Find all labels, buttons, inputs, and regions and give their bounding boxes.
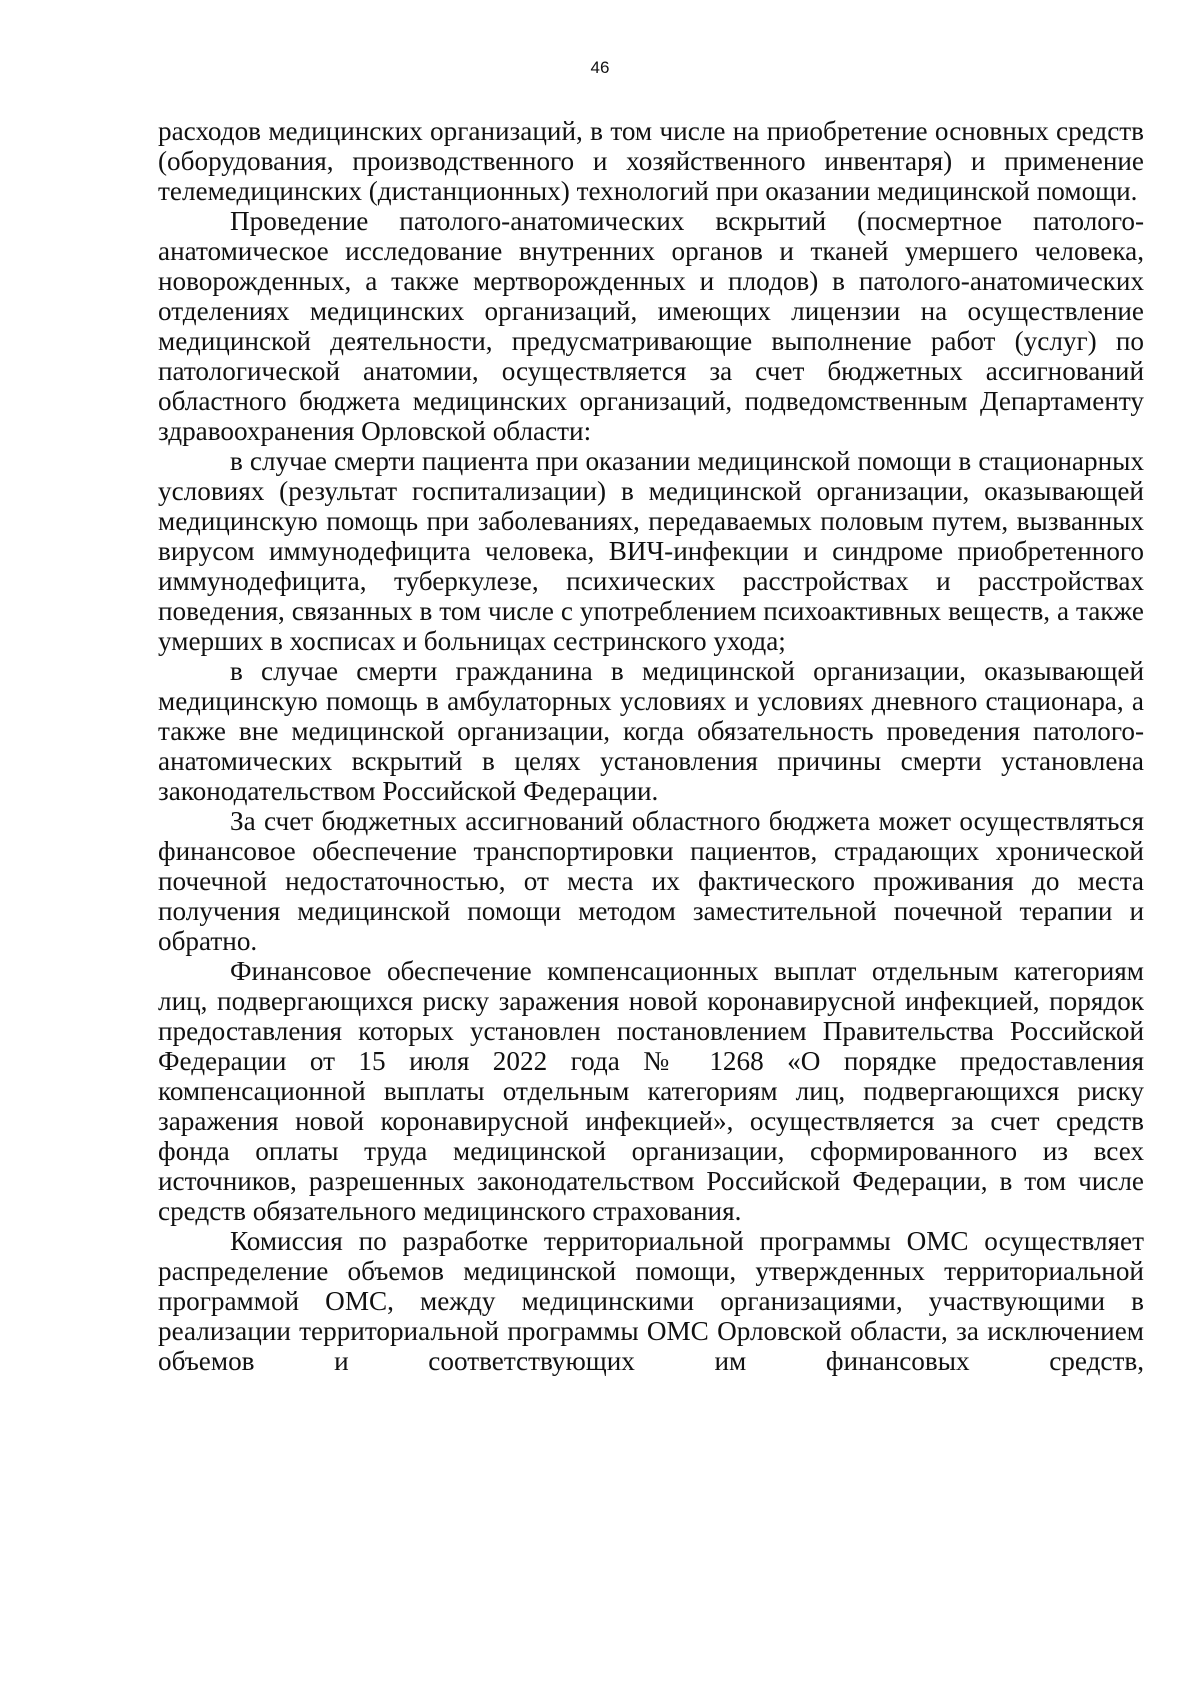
paragraph-compensation-payments: Финансовое обеспечение компенсационных выплат отдельным категориям лиц, подвергающихся риску заражения новой коронавирусной инфекцией, порядок предоставления которых установлен постановлением Правительства Российской Федерации от 15 июля 2022 года № 1268 «О порядке предоставления компенсационной выплаты отдельным категориям лиц, подвергающихся риску заражения новой коронавирусной инфекцией», осуществляется за счет средств фонда оплаты труда медицинской организации, сформированного из всех источников, разрешенных законодательством Российской Федерации, в том числе средств обязательного медицинского страхования.	[158, 956, 1144, 1226]
paragraph-dialysis-transport: За счет бюджетных ассигнований областного бюджета может осуществляться финансовое обеспечение транспортировки пациентов, страдающих хронической почечной недостаточностью, от места их фактического проживания до места получения медицинской помощи методом заместительной почечной терапии и обратно.	[158, 806, 1144, 956]
document-body	[158, 116, 1144, 1376]
paragraph-outpatient-death: в случае смерти гражданина в медицинской организации, оказывающей медицинскую помощь в амбулаторных условиях и условиях дневного стационара, а также вне медицинской организации, когда обязательность проведения патолого-анатомических вскрытий в целях установления причины смерти установлена законодательством Российской Федерации.	[158, 656, 1144, 806]
paragraph-oms-commission: Комиссия по разработке территориальной программы ОМС осуществляет распределение объемов медицинской помощи, утвержденных территориальной программой ОМС, между медицинскими организациями, участвующими в реализации территориальной программы ОМС Орловской области, за исключением объемов и соответствующих им финансовых средств,	[158, 1226, 1144, 1376]
paragraph-autopsies: Проведение патолого-анатомических вскрытий (посмертное патолого-анатомическое исследование внутренних органов и тканей умершего человека, новорожденных, а также мертворожденных и плодов) в патолого-анатомических отделениях медицинских организаций, имеющих лицензии на осуществление медицинской деятельности, предусматривающие выполнение работ (услуг) по патологической анатомии, осуществляется за счет бюджетных ассигнований областного бюджета медицинских организаций, подведомственным Департаменту здравоохранения Орловской области:	[158, 206, 1144, 446]
paragraph-continuation: расходов медицинских организаций, в том числе на приобретение основных средств (оборудования, производственного и хозяйственного инвентаря) и применение телемедицинских (дистанционных) технологий при оказании медицинской помощи.	[158, 116, 1144, 206]
paragraph-inpatient-death: в случае смерти пациента при оказании медицинской помощи в стационарных условиях (результат госпитализации) в медицинской организации, оказывающей медицинскую помощь при заболеваниях, передаваемых половым путем, вызванных вирусом иммунодефицита человека, ВИЧ-инфекции и синдроме приобретенного иммунодефицита, туберкулезе, психических расстройствах и расстройствах поведения, связанных в том числе с употреблением психоактивных веществ, а также умерших в хосписах и больницах сестринского ухода;	[158, 446, 1144, 656]
page-number: 46	[590, 58, 610, 77]
